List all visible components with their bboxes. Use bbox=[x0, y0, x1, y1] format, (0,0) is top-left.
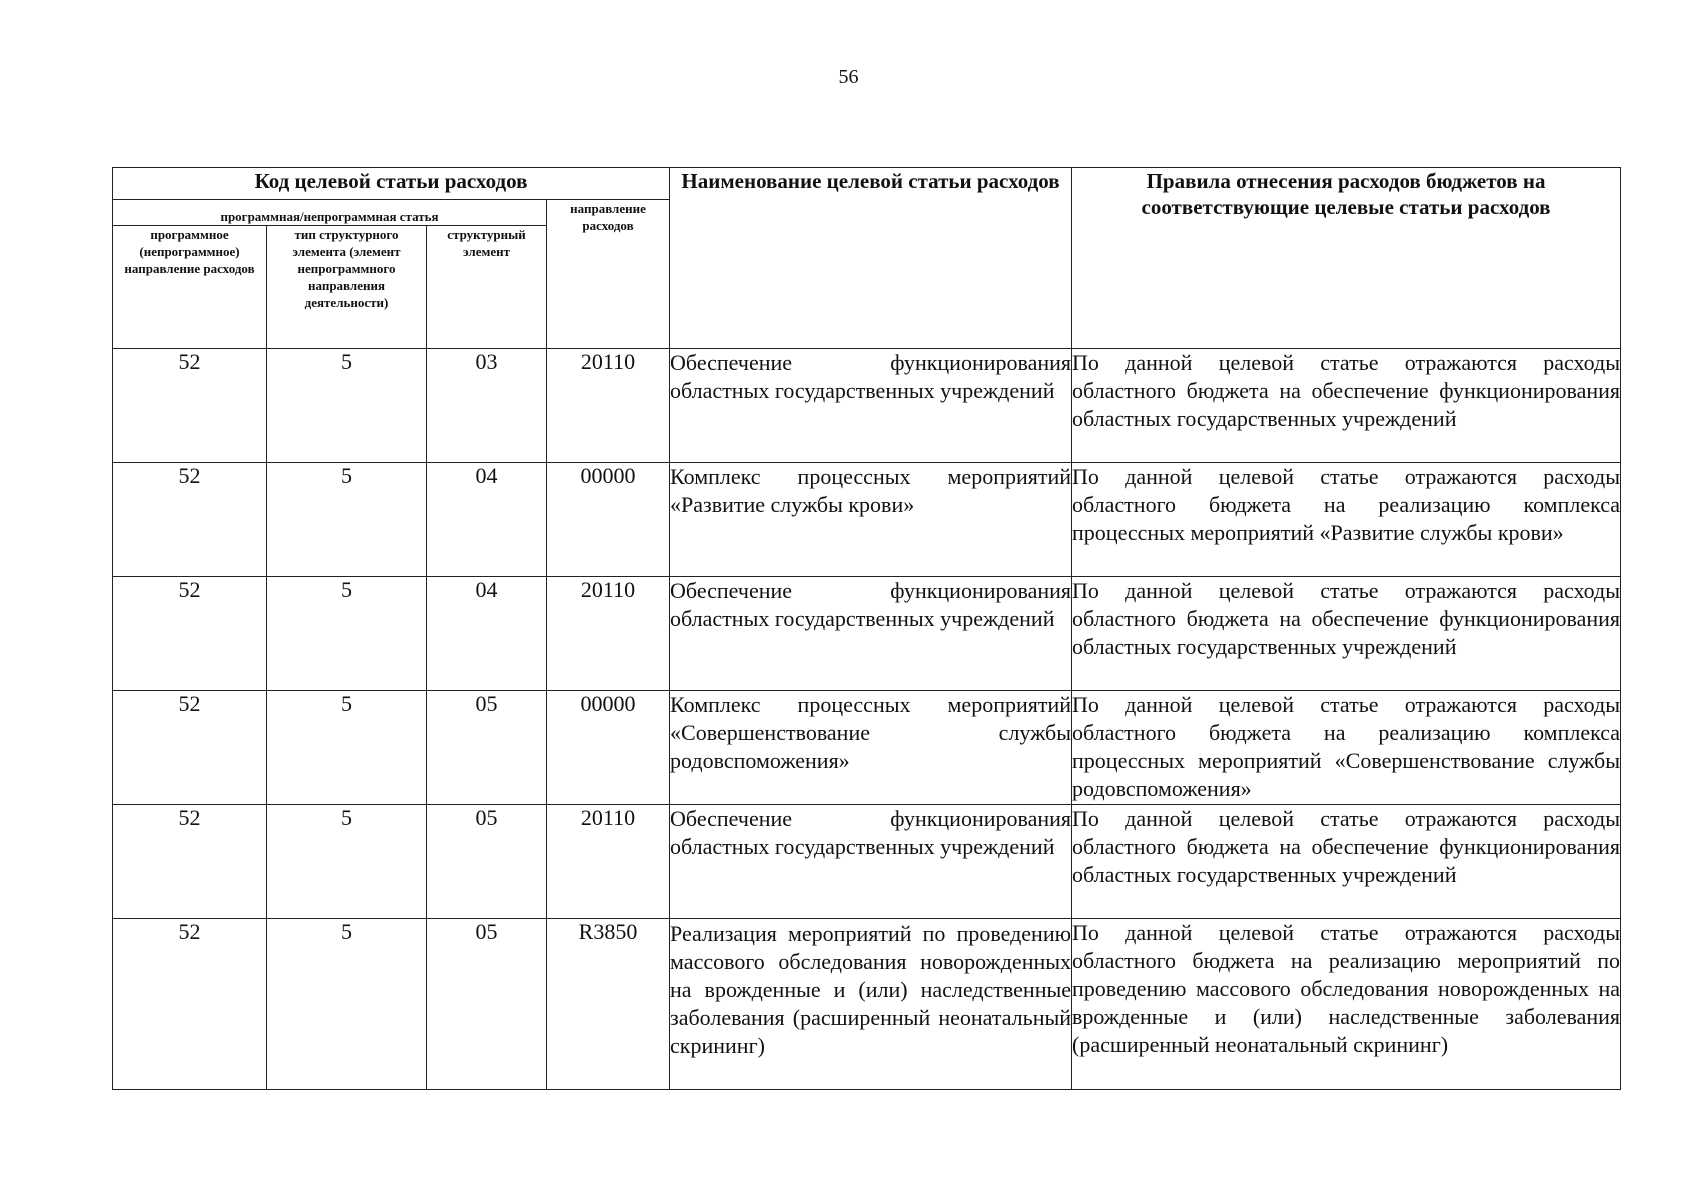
cell-direction: R3850 bbox=[547, 919, 670, 1090]
cell-program: 52 bbox=[113, 691, 267, 805]
cell-program: 52 bbox=[113, 919, 267, 1090]
header-program: программное (непрограммное) направление расходов bbox=[113, 226, 267, 349]
cell-program: 52 bbox=[113, 349, 267, 463]
table-row bbox=[113, 349, 1621, 463]
header-type: тип структурного элемента (элемент непрограммного направления деятельности) bbox=[267, 226, 427, 349]
cell-type: 5 bbox=[267, 691, 427, 805]
cell-element: 05 bbox=[427, 919, 547, 1090]
cell-direction: 00000 bbox=[547, 463, 670, 577]
cell-type: 5 bbox=[267, 805, 427, 919]
header-program-group: программная/непрограммная статья bbox=[113, 200, 547, 226]
cell-program: 52 bbox=[113, 805, 267, 919]
table-row bbox=[113, 463, 1621, 577]
cell-name: Комплекс процессных мероприятий «Развитие службы крови» bbox=[670, 463, 1072, 577]
cell-rule: По данной целевой статье отражаются расходы областного бюджета на реализацию комплекса процессных мероприятий «Развитие службы крови» bbox=[1072, 463, 1621, 577]
cell-direction: 00000 bbox=[547, 691, 670, 805]
cell-type: 5 bbox=[267, 463, 427, 577]
cell-rule: По данной целевой статье отражаются расходы областного бюджета на обеспечение функционирования областных государственных учреждений bbox=[1072, 577, 1621, 691]
cell-element: 04 bbox=[427, 577, 547, 691]
page-number: 56 bbox=[838, 66, 859, 88]
cell-type: 5 bbox=[267, 919, 427, 1090]
cell-name: Обеспечение функционирования областных государственных учреждений bbox=[670, 349, 1072, 463]
header-code-title: Код целевой статьи расходов bbox=[113, 168, 670, 200]
cell-direction: 20110 bbox=[547, 577, 670, 691]
header-direction: направление расходов bbox=[547, 200, 670, 349]
table-row bbox=[113, 577, 1621, 691]
cell-name: Обеспечение функционирования областных государственных учреждений bbox=[670, 577, 1072, 691]
cell-rule: По данной целевой статье отражаются расходы областного бюджета на реализацию комплекса процессных мероприятий «Совершенствование службы родовспоможения» bbox=[1072, 691, 1621, 805]
cell-element: 04 bbox=[427, 463, 547, 577]
header-rule: Правила отнесения расходов бюджетов на соответствующие целевые статьи расходов bbox=[1072, 168, 1621, 349]
cell-rule: По данной целевой статье отражаются расходы областного бюджета на реализацию мероприятий по проведению массового обследования новорожденных на врожденные и (или) наследственные заболевания (расширенный неонатальный скрининг) bbox=[1072, 919, 1621, 1090]
header-element: структурный элемент bbox=[427, 226, 547, 349]
cell-element: 05 bbox=[427, 691, 547, 805]
cell-direction: 20110 bbox=[547, 349, 670, 463]
table-row bbox=[113, 691, 1621, 805]
cell-type: 5 bbox=[267, 349, 427, 463]
cell-name: Реализация мероприятий по проведению массового обследования новорожденных на врожденные и (или) наследственные заболевания (расширенный неонатальный скрининг) bbox=[670, 919, 1072, 1090]
header-name: Наименование целевой статьи расходов bbox=[670, 168, 1072, 349]
cell-rule: По данной целевой статье отражаются расходы областного бюджета на обеспечение функционирования областных государственных учреждений bbox=[1072, 805, 1621, 919]
cell-type: 5 bbox=[267, 577, 427, 691]
cell-name: Комплекс процессных мероприятий «Совершенствование службы родовспоможения» bbox=[670, 691, 1072, 805]
cell-element: 03 bbox=[427, 349, 547, 463]
cell-name: Обеспечение функционирования областных государственных учреждений bbox=[670, 805, 1072, 919]
cell-program: 52 bbox=[113, 577, 267, 691]
cell-program: 52 bbox=[113, 463, 267, 577]
cell-direction: 20110 bbox=[547, 805, 670, 919]
table-row bbox=[113, 919, 1621, 1090]
table-row bbox=[113, 805, 1621, 919]
cell-rule: По данной целевой статье отражаются расходы областного бюджета на обеспечение функционирования областных государственных учреждений bbox=[1072, 349, 1621, 463]
cell-element: 05 bbox=[427, 805, 547, 919]
target-expense-table bbox=[112, 167, 1621, 1090]
